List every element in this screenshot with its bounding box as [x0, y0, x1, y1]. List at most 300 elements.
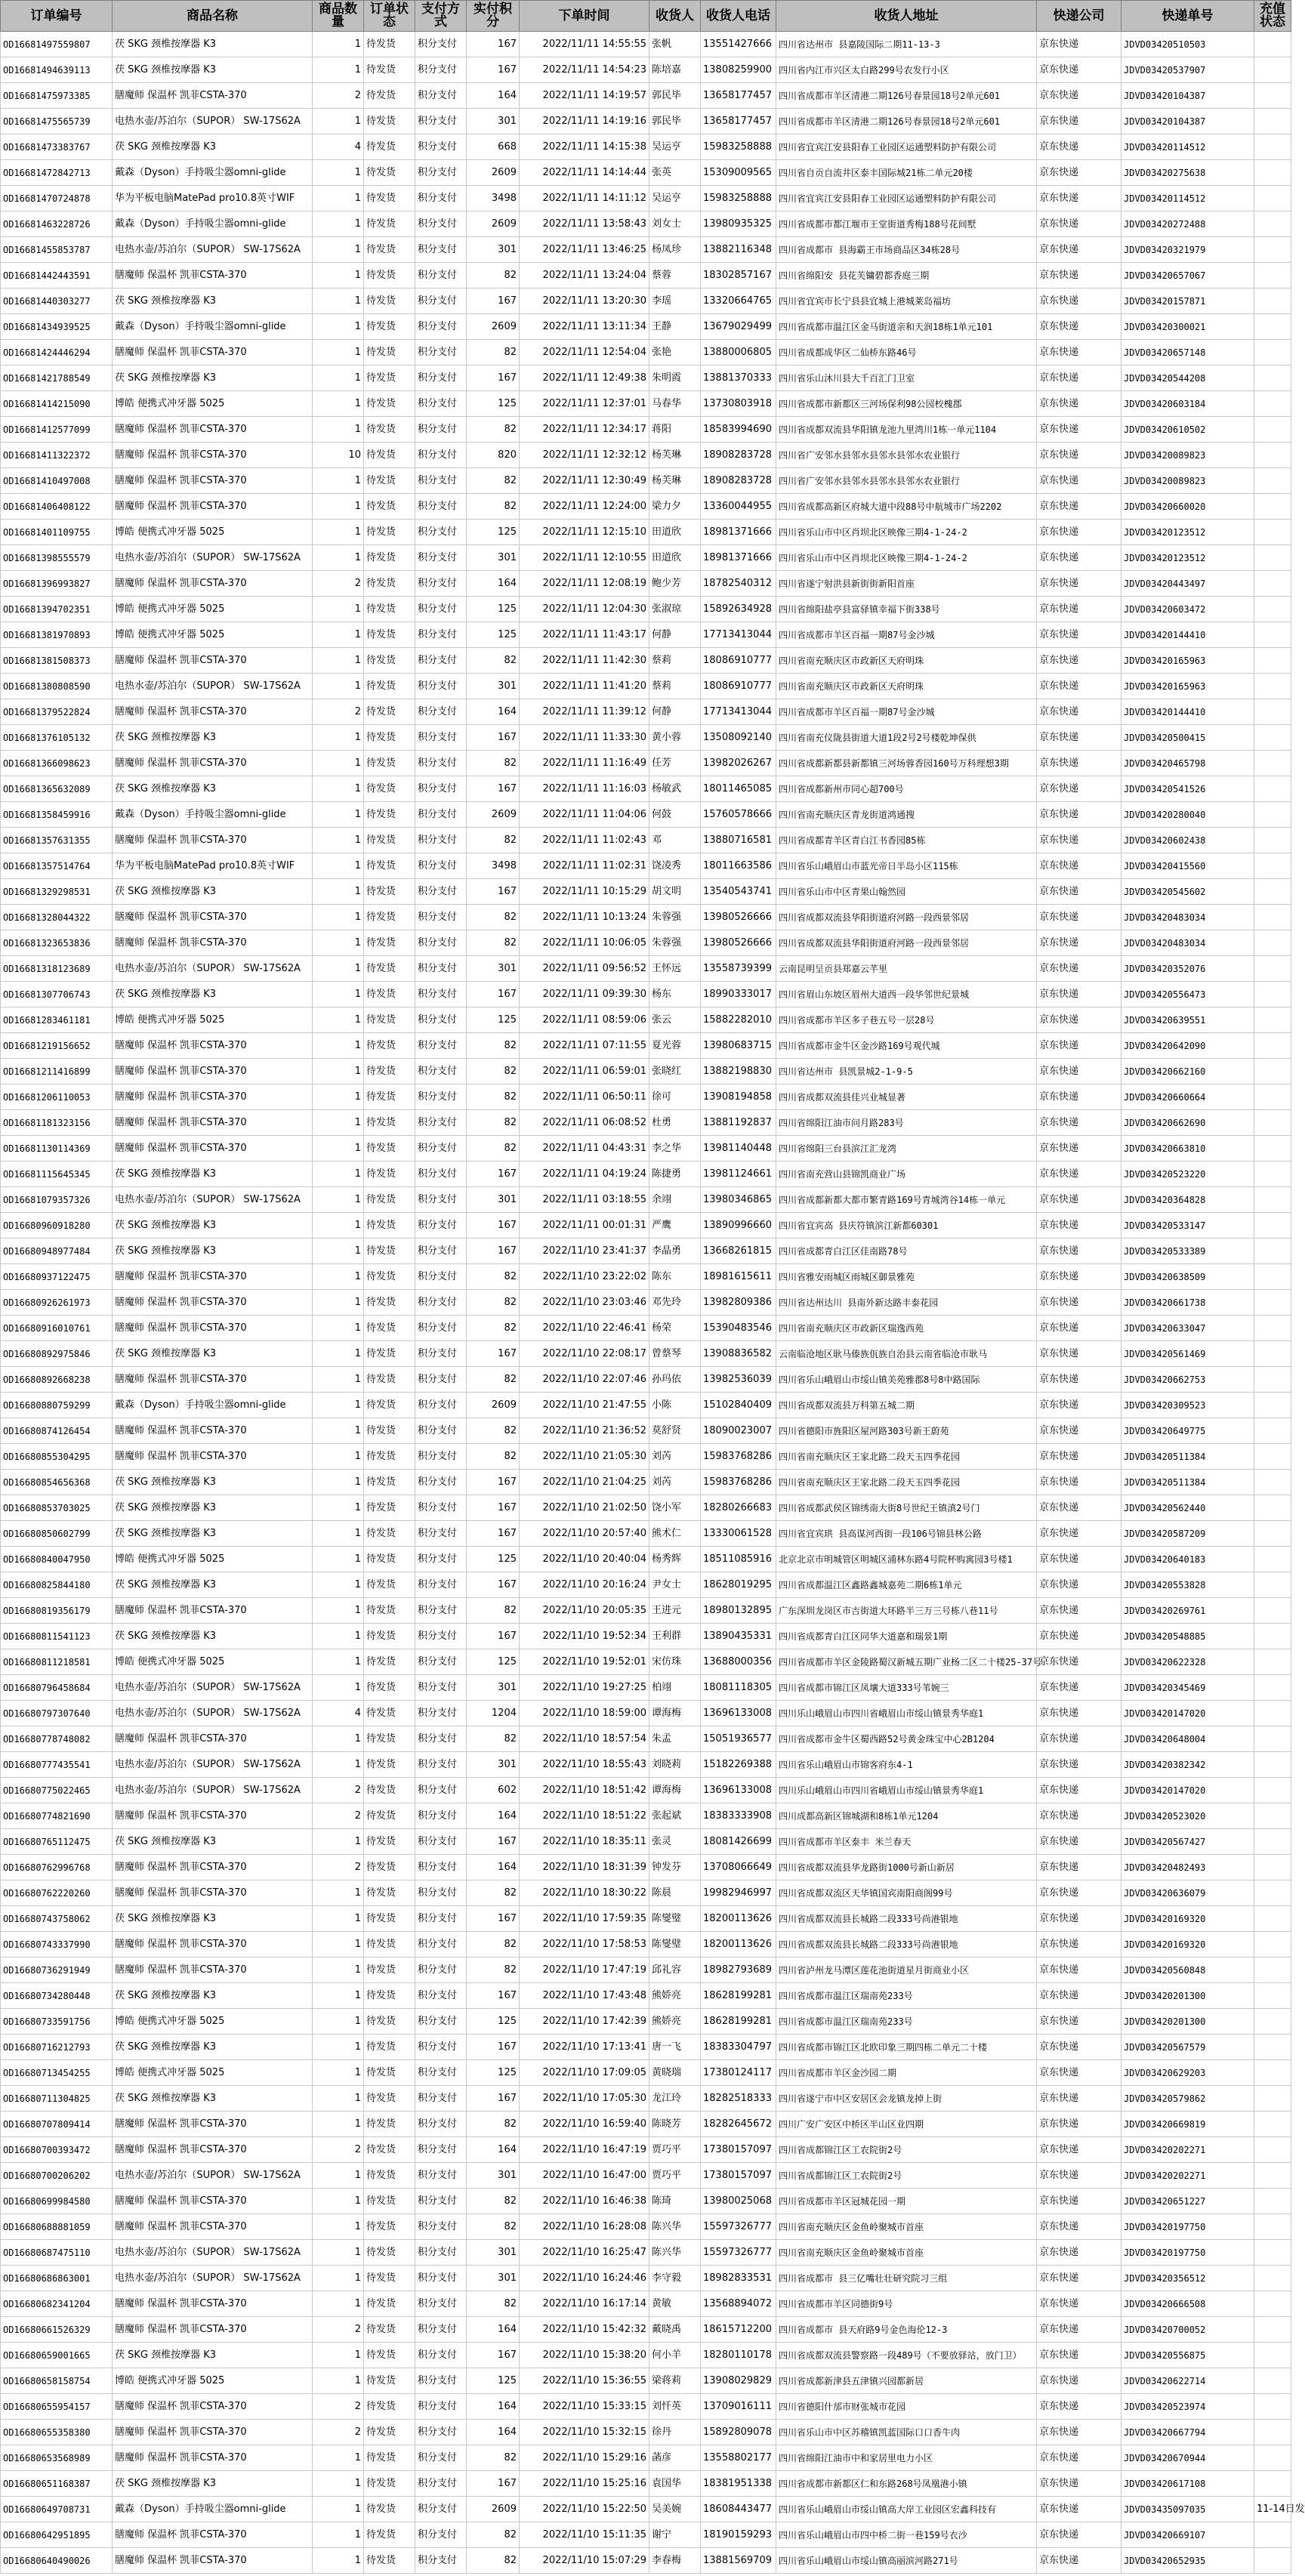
- recipient-address-cell[interactable]: 四川省遂宁射洪县新街街新阳首座: [776, 571, 1037, 597]
- order-status-cell[interactable]: 待发货: [364, 1829, 415, 1855]
- order-status-cell[interactable]: 待发货: [364, 1495, 415, 1521]
- points-paid-cell[interactable]: 125: [467, 622, 520, 648]
- product-name-cell[interactable]: 电热水壶/苏泊尔（SUPOR） SW-17S62A: [113, 1752, 313, 1778]
- order-id-cell[interactable]: OD16680734280448: [1, 1983, 113, 2009]
- product-name-cell[interactable]: 茯 SKG 颈椎按摩器 K3: [113, 1906, 313, 1932]
- order-status-cell[interactable]: 待发货: [364, 1418, 415, 1444]
- tracking-number-cell[interactable]: JDVD03420562440: [1121, 1495, 1254, 1521]
- recipient-address-cell[interactable]: 四川省绵阳三台县滨江汇龙湾: [776, 1136, 1037, 1162]
- quantity-cell[interactable]: 1: [313, 725, 364, 751]
- recipient-phone-cell[interactable]: 18190159293: [701, 2522, 776, 2548]
- recipient-address-cell[interactable]: 四川省乐山峨眉山市四中桥二街一巷159号衣沙: [776, 2522, 1037, 2548]
- quantity-cell[interactable]: 1: [313, 520, 364, 545]
- order-id-cell[interactable]: OD16681366098623: [1, 751, 113, 776]
- product-name-cell[interactable]: 电热水壶/苏泊尔（SUPOR） SW-17S62A: [113, 1778, 313, 1803]
- recipient-address-cell[interactable]: 四川省南充营山县锦凯商业广场: [776, 1162, 1037, 1187]
- quantity-cell[interactable]: 1: [313, 211, 364, 237]
- order-time-cell[interactable]: 2022/11/10 17:05:30: [520, 2086, 649, 2112]
- product-name-cell[interactable]: 膳魔师 保温杯 凯菲CSTA-370: [113, 1290, 313, 1316]
- recipient-address-cell[interactable]: 四川省成都市金牛区金沙路169号观代城: [776, 1033, 1037, 1059]
- tracking-number-cell[interactable]: JDVD03420617108: [1121, 2471, 1254, 2497]
- order-status-cell[interactable]: 待发货: [364, 853, 415, 879]
- courier-cell[interactable]: 京东快递: [1037, 2368, 1121, 2394]
- recharge-status-cell[interactable]: [1254, 2266, 1291, 2291]
- recipient-address-cell[interactable]: 四川乐山峨眉山市四川省峨眉山市绥山镇景秀华庭1: [776, 1778, 1037, 1803]
- order-id-cell[interactable]: OD16681434939525: [1, 314, 113, 340]
- courier-cell[interactable]: 京东快递: [1037, 391, 1121, 417]
- recipient-cell[interactable]: 李晶勇: [649, 1239, 701, 1264]
- recharge-status-cell[interactable]: [1254, 32, 1291, 57]
- recipient-cell[interactable]: 陈琦: [649, 2189, 701, 2214]
- order-status-cell[interactable]: 待发货: [364, 1290, 415, 1316]
- tracking-number-cell[interactable]: JDVD03420465798: [1121, 751, 1254, 776]
- tracking-number-cell[interactable]: JDVD03420661738: [1121, 1290, 1254, 1316]
- courier-cell[interactable]: 京东快递: [1037, 1855, 1121, 1880]
- recipient-cell[interactable]: 胡文明: [649, 879, 701, 905]
- courier-cell[interactable]: 京东快递: [1037, 1624, 1121, 1649]
- recipient-address-cell[interactable]: 四川省南充顺庆区青龙街道鸿通搜: [776, 802, 1037, 828]
- order-status-cell[interactable]: 待发货: [364, 2137, 415, 2163]
- quantity-cell[interactable]: 1: [313, 1444, 364, 1470]
- recharge-status-cell[interactable]: [1254, 571, 1291, 597]
- product-name-cell[interactable]: 茯 SKG 颈椎按摩器 K3: [113, 2035, 313, 2060]
- recipient-cell[interactable]: 陈东: [649, 1264, 701, 1290]
- payment-method-cell[interactable]: 积分支付: [415, 417, 467, 443]
- quantity-cell[interactable]: 1: [313, 853, 364, 879]
- quantity-cell[interactable]: 1: [313, 982, 364, 1007]
- courier-cell[interactable]: 京东快递: [1037, 674, 1121, 699]
- points-paid-cell[interactable]: 82: [467, 1110, 520, 1136]
- order-time-cell[interactable]: 2022/11/10 23:22:02: [520, 1264, 649, 1290]
- order-time-cell[interactable]: 2022/11/10 19:52:34: [520, 1624, 649, 1649]
- tracking-number-cell[interactable]: JDVD03420157871: [1121, 288, 1254, 314]
- tracking-number-cell[interactable]: JDVD03420553828: [1121, 1572, 1254, 1598]
- recharge-status-cell[interactable]: [1254, 211, 1291, 237]
- courier-cell[interactable]: 京东快递: [1037, 263, 1121, 288]
- points-paid-cell[interactable]: 301: [467, 2266, 520, 2291]
- payment-method-cell[interactable]: 积分支付: [415, 648, 467, 674]
- recipient-phone-cell[interactable]: 13730803918: [701, 391, 776, 417]
- recipient-phone-cell[interactable]: 18981371666: [701, 545, 776, 571]
- payment-method-cell[interactable]: 积分支付: [415, 2112, 467, 2137]
- payment-method-cell[interactable]: 积分支付: [415, 1701, 467, 1726]
- payment-method-cell[interactable]: 积分支付: [415, 1136, 467, 1162]
- recharge-status-cell[interactable]: [1254, 1367, 1291, 1393]
- recipient-address-cell[interactable]: 四川省成都青白江区佳南路78号: [776, 1239, 1037, 1264]
- order-time-cell[interactable]: 2022/11/11 11:43:17: [520, 622, 649, 648]
- recipient-address-cell[interactable]: 四川省成都市 县天府路9号金色海伦12-3: [776, 2317, 1037, 2343]
- payment-method-cell[interactable]: 积分支付: [415, 905, 467, 930]
- order-status-cell[interactable]: 待发货: [364, 982, 415, 1007]
- quantity-cell[interactable]: 2: [313, 2394, 364, 2420]
- order-status-cell[interactable]: 待发货: [364, 1264, 415, 1290]
- quantity-cell[interactable]: 1: [313, 57, 364, 83]
- recipient-cell[interactable]: 龙江玲: [649, 2086, 701, 2112]
- order-time-cell[interactable]: 2022/11/10 15:29:16: [520, 2445, 649, 2471]
- recipient-cell[interactable]: 张淑琼: [649, 597, 701, 622]
- product-name-cell[interactable]: 博皓 便携式冲牙器 5025: [113, 1007, 313, 1033]
- product-name-cell[interactable]: 茯 SKG 颈椎按摩器 K3: [113, 32, 313, 57]
- points-paid-cell[interactable]: 3498: [467, 186, 520, 211]
- tracking-number-cell[interactable]: JDVD03420201300: [1121, 2009, 1254, 2035]
- recipient-cell[interactable]: 徐丹: [649, 2420, 701, 2445]
- courier-cell[interactable]: 京东快递: [1037, 1726, 1121, 1752]
- quantity-cell[interactable]: 1: [313, 1059, 364, 1084]
- order-status-cell[interactable]: 待发货: [364, 1084, 415, 1110]
- order-id-cell[interactable]: OD16681398555579: [1, 545, 113, 571]
- order-status-cell[interactable]: 待发货: [364, 2548, 415, 2574]
- courier-cell[interactable]: 京东快递: [1037, 1572, 1121, 1598]
- order-status-cell[interactable]: 待发货: [364, 520, 415, 545]
- points-paid-cell[interactable]: 820: [467, 443, 520, 468]
- order-id-cell[interactable]: OD16680682341204: [1, 2291, 113, 2317]
- order-time-cell[interactable]: 2022/11/11 04:43:31: [520, 1136, 649, 1162]
- tracking-number-cell[interactable]: JDVD03420169320: [1121, 1932, 1254, 1957]
- order-time-cell[interactable]: 2022/11/10 19:52:01: [520, 1649, 649, 1675]
- recipient-address-cell[interactable]: 四川省眉山东坡区眉州大道西一段华邻世纪景城: [776, 982, 1037, 1007]
- order-id-cell[interactable]: OD16681357514764: [1, 853, 113, 879]
- recipient-phone-cell[interactable]: 13658177457: [701, 83, 776, 109]
- order-time-cell[interactable]: 2022/11/11 11:16:03: [520, 776, 649, 802]
- points-paid-cell[interactable]: 82: [467, 1136, 520, 1162]
- product-name-cell[interactable]: 茯 SKG 颈椎按摩器 K3: [113, 1829, 313, 1855]
- points-paid-cell[interactable]: 167: [467, 879, 520, 905]
- recharge-status-cell[interactable]: [1254, 2112, 1291, 2137]
- product-name-cell[interactable]: 茯 SKG 颈椎按摩器 K3: [113, 776, 313, 802]
- points-paid-cell[interactable]: 82: [467, 1264, 520, 1290]
- recharge-status-cell[interactable]: [1254, 160, 1291, 186]
- recharge-status-header[interactable]: 充值状态: [1254, 1, 1291, 32]
- order-status-cell[interactable]: 待发货: [364, 1572, 415, 1598]
- points-paid-cell[interactable]: 82: [467, 1932, 520, 1957]
- quantity-cell[interactable]: 1: [313, 1084, 364, 1110]
- order-time-cell[interactable]: 2022/11/10 20:57:40: [520, 1521, 649, 1547]
- payment-method-cell[interactable]: 积分支付: [415, 1162, 467, 1187]
- order-id-cell[interactable]: OD16680713454255: [1, 2060, 113, 2086]
- tracking-number-cell[interactable]: JDVD03420104387: [1121, 83, 1254, 109]
- courier-cell[interactable]: 京东快递: [1037, 2548, 1121, 2574]
- product-name-cell[interactable]: 膳魔师 保温杯 凯菲CSTA-370: [113, 1110, 313, 1136]
- tracking-number-cell[interactable]: JDVD03420321979: [1121, 237, 1254, 263]
- recipient-cell[interactable]: 郭民毕: [649, 83, 701, 109]
- points-paid-cell[interactable]: 164: [467, 699, 520, 725]
- recipient-phone-cell[interactable]: 18583994690: [701, 417, 776, 443]
- recipient-phone-cell[interactable]: 18628199281: [701, 2009, 776, 2035]
- points-paid-cell[interactable]: 301: [467, 1675, 520, 1701]
- payment-method-cell[interactable]: 积分支付: [415, 443, 467, 468]
- points-paid-cell[interactable]: 1204: [467, 1701, 520, 1726]
- order-time-cell[interactable]: 2022/11/11 13:20:30: [520, 288, 649, 314]
- order-id-cell[interactable]: OD16681440303277: [1, 288, 113, 314]
- recipient-address-cell[interactable]: 四川省成都新都大都市繁青路169号青城湾谷14栋一单元: [776, 1187, 1037, 1213]
- recipient-phone-cell[interactable]: 18081426699: [701, 1829, 776, 1855]
- order-id-cell[interactable]: OD16681219156652: [1, 1033, 113, 1059]
- payment-method-cell[interactable]: 积分支付: [415, 83, 467, 109]
- quantity-cell[interactable]: 1: [313, 263, 364, 288]
- recipient-phone-cell[interactable]: 15882282010: [701, 1007, 776, 1033]
- order-time-cell[interactable]: 2022/11/10 16:17:14: [520, 2291, 649, 2317]
- recharge-status-cell[interactable]: [1254, 1187, 1291, 1213]
- order-time-cell[interactable]: 2022/11/11 00:01:31: [520, 1213, 649, 1239]
- quantity-cell[interactable]: 1: [313, 237, 364, 263]
- order-status-cell[interactable]: 待发货: [364, 417, 415, 443]
- courier-cell[interactable]: 京东快递: [1037, 1162, 1121, 1187]
- payment-method-cell[interactable]: 积分支付: [415, 2317, 467, 2343]
- tracking-number-cell[interactable]: JDVD03420567427: [1121, 1829, 1254, 1855]
- points-paid-cell[interactable]: 125: [467, 2368, 520, 2394]
- recipient-phone-cell[interactable]: 17380157097: [701, 2137, 776, 2163]
- points-paid-cell[interactable]: 82: [467, 468, 520, 494]
- product-name-cell[interactable]: 膳魔师 保温杯 凯菲CSTA-370: [113, 2189, 313, 2214]
- order-status-cell[interactable]: 待发货: [364, 2189, 415, 2214]
- quantity-cell[interactable]: 1: [313, 1264, 364, 1290]
- recipient-phone-cell[interactable]: 19982946997: [701, 1880, 776, 1906]
- order-id-cell[interactable]: OD16680640490026: [1, 2548, 113, 2574]
- order-time-cell[interactable]: 2022/11/10 17:42:39: [520, 2009, 649, 2035]
- order-status-cell[interactable]: 待发货: [364, 1701, 415, 1726]
- order-id-cell[interactable]: OD16680811541123: [1, 1624, 113, 1649]
- recipient-cell[interactable]: 曾蔡琴: [649, 1341, 701, 1367]
- points-paid-cell[interactable]: 125: [467, 2009, 520, 2035]
- recipient-phone-cell[interactable]: 15760578666: [701, 802, 776, 828]
- recipient-cell[interactable]: 杨秀辉: [649, 1547, 701, 1572]
- recipient-cell[interactable]: 梁力夕: [649, 494, 701, 520]
- order-status-cell[interactable]: 待发货: [364, 828, 415, 853]
- quantity-cell[interactable]: 1: [313, 109, 364, 134]
- payment-method-cell[interactable]: 积分支付: [415, 956, 467, 982]
- tracking-number-cell[interactable]: JDVD03420169320: [1121, 1906, 1254, 1932]
- order-status-cell[interactable]: 待发货: [364, 2522, 415, 2548]
- order-status-cell[interactable]: 待发货: [364, 1007, 415, 1033]
- recipient-address-cell[interactable]: 四川省成都双流县华阳镇龙池九里湾川1栋一单元1104: [776, 417, 1037, 443]
- tracking-number-cell[interactable]: JDVD03420633047: [1121, 1316, 1254, 1341]
- courier-cell[interactable]: 京东快递: [1037, 32, 1121, 57]
- recharge-status-cell[interactable]: [1254, 802, 1291, 828]
- order-status-cell[interactable]: 待发货: [364, 2471, 415, 2497]
- quantity-cell[interactable]: 1: [313, 1598, 364, 1624]
- recipient-phone-cell[interactable]: 18086910777: [701, 674, 776, 699]
- quantity-cell[interactable]: 10: [313, 443, 364, 468]
- order-status-cell[interactable]: 待发货: [364, 725, 415, 751]
- product-name-cell[interactable]: 膳魔师 保温杯 凯菲CSTA-370: [113, 340, 313, 366]
- recipient-address-cell[interactable]: 四川省成都高新区府城大道中段88号中航城市广场2202: [776, 494, 1037, 520]
- courier-cell[interactable]: 京东快递: [1037, 2420, 1121, 2445]
- recipient-address-cell[interactable]: 云南临沧地区耿马傣族佤族自治县云南省临沧市耿马: [776, 1341, 1037, 1367]
- payment-method-cell[interactable]: 积分支付: [415, 32, 467, 57]
- recipient-phone-cell[interactable]: 18981371666: [701, 520, 776, 545]
- order-id-cell[interactable]: OD16681463228726: [1, 211, 113, 237]
- payment-method-cell[interactable]: 积分支付: [415, 2291, 467, 2317]
- recharge-status-cell[interactable]: [1254, 1084, 1291, 1110]
- quantity-cell[interactable]: 1: [313, 1136, 364, 1162]
- courier-cell[interactable]: 京东快递: [1037, 2497, 1121, 2522]
- quantity-cell[interactable]: 1: [313, 751, 364, 776]
- recipient-cell[interactable]: 李之华: [649, 1136, 701, 1162]
- order-id-cell[interactable]: OD16681411322372: [1, 443, 113, 468]
- product-name-cell[interactable]: 茯 SKG 颈椎按摩器 K3: [113, 2343, 313, 2368]
- recharge-status-cell[interactable]: [1254, 2009, 1291, 2035]
- order-status-cell[interactable]: 待发货: [364, 2060, 415, 2086]
- order-time-cell[interactable]: 2022/11/10 21:05:30: [520, 1444, 649, 1470]
- tracking-number-cell[interactable]: JDVD03420642090: [1121, 1033, 1254, 1059]
- product-name-cell[interactable]: 膳魔师 保温杯 凯菲CSTA-370: [113, 1855, 313, 1880]
- quantity-cell[interactable]: 1: [313, 391, 364, 417]
- recipient-address-cell[interactable]: 四川省成都青羊区青白江书香园85栋: [776, 828, 1037, 853]
- courier-cell[interactable]: 京东快递: [1037, 1470, 1121, 1495]
- recipient-address-cell[interactable]: 四川省成都市新都区三河场保利98公园校槐郡: [776, 391, 1037, 417]
- tracking-number-cell[interactable]: JDVD03420382342: [1121, 1752, 1254, 1778]
- order-id-cell[interactable]: OD16681211416899: [1, 1059, 113, 1084]
- order-status-cell[interactable]: 待发货: [364, 1444, 415, 1470]
- payment-method-cell[interactable]: 积分支付: [415, 1624, 467, 1649]
- payment-method-cell[interactable]: 积分支付: [415, 2009, 467, 2035]
- points-paid-cell[interactable]: 167: [467, 1906, 520, 1932]
- order-id-cell[interactable]: OD16680716212793: [1, 2035, 113, 2060]
- recipient-phone-cell[interactable]: 18615712200: [701, 2317, 776, 2343]
- points-paid-cell[interactable]: 82: [467, 1367, 520, 1393]
- points-paid-cell[interactable]: 125: [467, 1547, 520, 1572]
- quantity-cell[interactable]: 1: [313, 186, 364, 211]
- order-id-cell[interactable]: OD16681357631355: [1, 828, 113, 853]
- order-status-cell[interactable]: 待发货: [364, 366, 415, 391]
- courier-cell[interactable]: 京东快递: [1037, 1084, 1121, 1110]
- order-time-cell[interactable]: 2022/11/10 18:55:43: [520, 1752, 649, 1778]
- recipient-address-cell[interactable]: 四川省成都双流县万科第五城二期: [776, 1393, 1037, 1418]
- points-paid-cell[interactable]: 82: [467, 2445, 520, 2471]
- recipient-cell[interactable]: 戴晓禹: [649, 2317, 701, 2343]
- recipient-phone-cell[interactable]: 13881569709: [701, 2548, 776, 2574]
- recipient-cell[interactable]: 余翊: [649, 1187, 701, 1213]
- quantity-cell[interactable]: 1: [313, 1213, 364, 1239]
- order-status-cell[interactable]: 待发货: [364, 930, 415, 956]
- order-status-cell[interactable]: 待发货: [364, 802, 415, 828]
- recipient-cell[interactable]: 钟发芬: [649, 1855, 701, 1880]
- recharge-status-cell[interactable]: [1254, 1752, 1291, 1778]
- tracking-number-cell[interactable]: JDVD03420666508: [1121, 2291, 1254, 2317]
- recipient-cell[interactable]: 陈晨: [649, 1880, 701, 1906]
- order-id-cell[interactable]: OD16680774821690: [1, 1803, 113, 1829]
- order-time-cell[interactable]: 2022/11/10 21:02:50: [520, 1495, 649, 1521]
- points-paid-cell[interactable]: 301: [467, 1752, 520, 1778]
- order-status-cell[interactable]: 待发货: [364, 545, 415, 571]
- payment-method-cell[interactable]: 积分支付: [415, 263, 467, 288]
- tracking-number-cell[interactable]: JDVD03420523220: [1121, 1162, 1254, 1187]
- courier-cell[interactable]: 京东快递: [1037, 2291, 1121, 2317]
- order-time-header[interactable]: 下单时间: [520, 1, 649, 32]
- recipient-cell[interactable]: 朱蓉强: [649, 930, 701, 956]
- product-name-cell[interactable]: 膳魔师 保温杯 凯菲CSTA-370: [113, 648, 313, 674]
- product-name-cell[interactable]: 博皓 便携式冲牙器 5025: [113, 1547, 313, 1572]
- product-name-cell[interactable]: 茯 SKG 颈椎按摩器 K3: [113, 982, 313, 1007]
- quantity-cell[interactable]: 1: [313, 1726, 364, 1752]
- recipient-address-cell[interactable]: 四川省南充顺庆区王家北路二段天玉四季花园: [776, 1444, 1037, 1470]
- recipient-cell[interactable]: 徐可: [649, 1084, 701, 1110]
- recipient-phone-cell[interactable]: 18990333017: [701, 982, 776, 1007]
- points-paid-cell[interactable]: 82: [467, 1290, 520, 1316]
- points-paid-cell[interactable]: 2609: [467, 211, 520, 237]
- recipient-address-cell[interactable]: 四川省宜宾江安县阳春工业园区运通塑料防护有限公司: [776, 134, 1037, 160]
- tracking-number-cell[interactable]: JDVD03420533147: [1121, 1213, 1254, 1239]
- order-status-cell[interactable]: 待发货: [364, 186, 415, 211]
- order-id-cell[interactable]: OD16681470724878: [1, 186, 113, 211]
- recipient-phone-cell[interactable]: 18011465085: [701, 776, 776, 802]
- courier-cell[interactable]: 京东快递: [1037, 2240, 1121, 2266]
- order-status-cell[interactable]: 待发货: [364, 2240, 415, 2266]
- recipient-address-cell[interactable]: 四川省成都青白江区同华大道嘉和瑞景1期: [776, 1624, 1037, 1649]
- points-paid-cell[interactable]: 82: [467, 2112, 520, 2137]
- recipient-phone-cell[interactable]: 18381951338: [701, 2471, 776, 2497]
- order-time-cell[interactable]: 2022/11/11 14:19:16: [520, 109, 649, 134]
- quantity-cell[interactable]: 1: [313, 1162, 364, 1187]
- recharge-status-cell[interactable]: [1254, 648, 1291, 674]
- courier-cell[interactable]: 京东快递: [1037, 2394, 1121, 2420]
- order-id-cell[interactable]: OD16680711304825: [1, 2086, 113, 2112]
- payment-method-cell[interactable]: 积分支付: [415, 1803, 467, 1829]
- order-id-cell[interactable]: OD16681328044322: [1, 905, 113, 930]
- recharge-status-cell[interactable]: [1254, 57, 1291, 83]
- recipient-phone-cell[interactable]: 13558739399: [701, 956, 776, 982]
- recipient-phone-cell[interactable]: 13980025068: [701, 2189, 776, 2214]
- courier-cell[interactable]: 京东快递: [1037, 2343, 1121, 2368]
- product-name-cell[interactable]: 博皓 便携式冲牙器 5025: [113, 391, 313, 417]
- courier-cell[interactable]: 京东快递: [1037, 443, 1121, 468]
- points-paid-cell[interactable]: 602: [467, 1778, 520, 1803]
- recipient-cell[interactable]: 马春华: [649, 391, 701, 417]
- recipient-phone-cell[interactable]: 18628199281: [701, 1983, 776, 2009]
- recharge-status-cell[interactable]: [1254, 340, 1291, 366]
- recipient-cell[interactable]: 朱明霞: [649, 366, 701, 391]
- order-status-cell[interactable]: 待发货: [364, 622, 415, 648]
- tracking-number-cell[interactable]: JDVD03420201300: [1121, 1983, 1254, 2009]
- order-id-cell[interactable]: OD16680937122475: [1, 1264, 113, 1290]
- quantity-cell[interactable]: 1: [313, 2522, 364, 2548]
- recipient-cell[interactable]: 袁国华: [649, 2471, 701, 2497]
- points-paid-cell[interactable]: 167: [467, 1521, 520, 1547]
- quantity-cell[interactable]: 1: [313, 1367, 364, 1393]
- payment-method-cell[interactable]: 积分支付: [415, 1983, 467, 2009]
- recipient-address-cell[interactable]: 四川省成都市锦江区北欧印象三期四栋二单元二十楼: [776, 2035, 1037, 2060]
- order-time-cell[interactable]: 2022/11/11 14:15:38: [520, 134, 649, 160]
- points-paid-cell[interactable]: 301: [467, 674, 520, 699]
- recharge-status-cell[interactable]: [1254, 134, 1291, 160]
- order-status-cell[interactable]: 待发货: [364, 2086, 415, 2112]
- order-status-cell[interactable]: 待发货: [364, 2214, 415, 2240]
- points-paid-cell[interactable]: 82: [467, 494, 520, 520]
- product-name-header[interactable]: 商品名称: [113, 1, 313, 32]
- tracking-number-cell[interactable]: JDVD03420269761: [1121, 1598, 1254, 1624]
- recipient-cell[interactable]: 鲍少芳: [649, 571, 701, 597]
- recipient-phone-cell[interactable]: 18282645672: [701, 2112, 776, 2137]
- quantity-cell[interactable]: 1: [313, 1932, 364, 1957]
- recipient-cell[interactable]: 张云: [649, 1007, 701, 1033]
- recharge-status-cell[interactable]: [1254, 391, 1291, 417]
- points-paid-cell[interactable]: 167: [467, 2035, 520, 2060]
- recipient-phone-cell[interactable]: 13890435331: [701, 1624, 776, 1649]
- payment-method-cell[interactable]: 积分支付: [415, 1778, 467, 1803]
- recipient-phone-cell[interactable]: 13568894072: [701, 2291, 776, 2317]
- recipient-address-cell[interactable]: 四川省成都市锦江区凤壤大道333号苇婉三: [776, 1675, 1037, 1701]
- courier-cell[interactable]: 京东快递: [1037, 1906, 1121, 1932]
- payment-method-cell[interactable]: 积分支付: [415, 1341, 467, 1367]
- tracking-number-cell[interactable]: JDVD03420602438: [1121, 828, 1254, 853]
- recharge-status-cell[interactable]: [1254, 314, 1291, 340]
- order-status-cell[interactable]: 待发货: [364, 494, 415, 520]
- order-status-cell[interactable]: 待发货: [364, 340, 415, 366]
- payment-method-cell[interactable]: 积分支付: [415, 1855, 467, 1880]
- payment-method-cell[interactable]: 积分支付: [415, 2163, 467, 2189]
- quantity-cell[interactable]: 1: [313, 2291, 364, 2317]
- product-name-cell[interactable]: 膳魔师 保温杯 凯菲CSTA-370: [113, 1418, 313, 1444]
